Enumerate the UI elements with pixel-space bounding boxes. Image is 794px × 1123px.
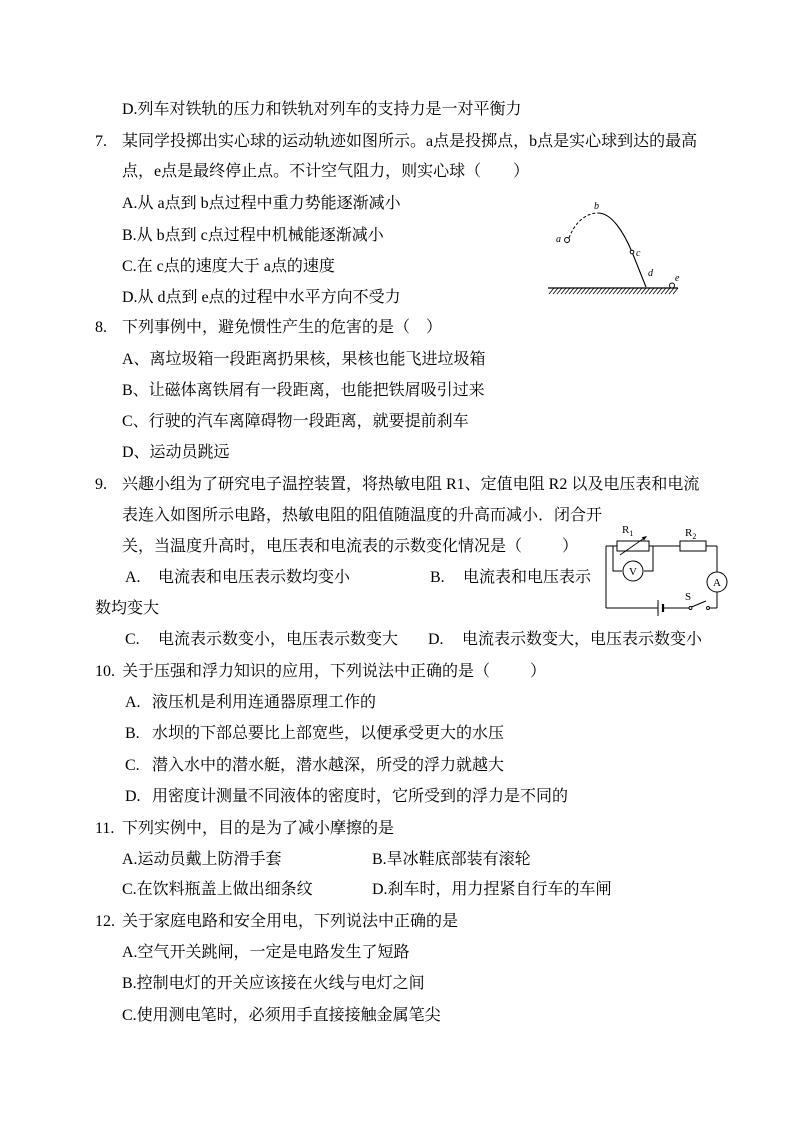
q8-option-d: D、运动员跳远 bbox=[122, 444, 230, 461]
switch-blade bbox=[692, 601, 707, 607]
q10-option-a-letter: A. bbox=[125, 694, 141, 711]
point-a-marker bbox=[565, 238, 570, 243]
q10-option-b-text: 水坝的下部总要比上部宽些，以便承受更大的水压 bbox=[152, 725, 505, 742]
q10-number: 10. bbox=[95, 663, 115, 680]
ground-hatching bbox=[549, 288, 678, 294]
q9-option-a-letter: A. bbox=[125, 569, 141, 586]
label-e: e bbox=[675, 273, 680, 284]
q11-option-b: B.旱冰鞋底部装有滚轮 bbox=[372, 851, 531, 868]
q10-option-b-letter: B. bbox=[125, 725, 140, 742]
q9-option-b-text: 电流表和电压表示 bbox=[463, 569, 592, 586]
q11-option-d: D.刹车时，用力捏紧自行车的车闸 bbox=[372, 881, 612, 898]
q10-stem: 关于压强和浮力知识的应用，下列说法中正确的是（ ） bbox=[122, 663, 547, 680]
q7-option-c: C.在 c点的速度大于 a点的速度 bbox=[122, 258, 335, 275]
q9-option-c-letter: C. bbox=[125, 631, 140, 648]
circuit-diagram bbox=[600, 520, 735, 620]
q9-number: 9. bbox=[95, 476, 107, 493]
q12-option-a: A.空气开关跳闸，一定是电路发生了短路 bbox=[122, 944, 410, 961]
q10-option-a-text: 液压机是利用连通器原理工作的 bbox=[152, 694, 377, 711]
q12-stem: 关于家庭电路和安全用电，下列说法中正确的是 bbox=[122, 913, 459, 930]
q10-option-c-letter: C. bbox=[125, 757, 140, 774]
q9-stem-line-3: 关，当温度升高时，电压表和电流表的示数变化情况是（ ） bbox=[122, 538, 579, 555]
switch-label: S bbox=[685, 591, 692, 603]
q9-stem-line-1: 兴趣小组为了研究电子温控装置，将热敏电阻 R1、定值电阻 R2 以及电压表和电流 bbox=[122, 476, 700, 493]
q7-number: 7. bbox=[95, 133, 107, 150]
label-r1-subscript: 1 bbox=[629, 529, 634, 538]
switch-terminal-right bbox=[707, 607, 710, 610]
q8-option-a: A、离垃圾箱一段距离扔果核，果核也能飞进垃圾箱 bbox=[122, 351, 486, 368]
label-b: b bbox=[594, 201, 599, 212]
q7-stem-line-2: 点，e点是最终停止点。不计空气阻力，则实心球（ ） bbox=[122, 163, 530, 180]
q9-option-d-letter: D. bbox=[428, 631, 444, 648]
q8-option-b: B、让磁体离铁屑有一段距离，也能把铁屑吸引过来 bbox=[122, 382, 485, 399]
q10-option-d-letter: D. bbox=[125, 788, 141, 805]
q8-stem: 下列事例中，避免惯性产生的危害的是（ ） bbox=[122, 319, 443, 336]
voltmeter-label: V bbox=[629, 566, 637, 578]
label-r1 bbox=[622, 524, 633, 538]
q6-option-d: D.列车对铁轨的压力和铁轨对列车的支持力是一对平衡力 bbox=[122, 101, 522, 118]
rising-dashed-path bbox=[569, 213, 598, 238]
ball-at-e bbox=[670, 283, 675, 288]
q12-option-c: C.使用测电笔时，必须用手直接接触金属笔尖 bbox=[122, 1007, 441, 1024]
q11-option-a: A.运动员戴上防滑手套 bbox=[122, 851, 282, 868]
q9-option-d-text: 电流表示数变大，电压表示数变小 bbox=[462, 631, 703, 648]
label-d: d bbox=[648, 268, 653, 279]
point-c-marker bbox=[630, 250, 634, 254]
thermistor-arrowhead bbox=[642, 536, 647, 541]
label-r2 bbox=[685, 527, 696, 541]
q11-option-c: C.在饮料瓶盖上做出细条纹 bbox=[122, 881, 313, 898]
label-r2-letter: R bbox=[685, 527, 693, 539]
q8-number: 8. bbox=[95, 319, 107, 336]
q7-option-b: B.从 b点到 c点过程中机械能逐渐减小 bbox=[122, 227, 384, 244]
q9-option-c-text: 电流表示数变小，电压表示数变大 bbox=[158, 631, 399, 648]
q11-stem: 下列实例中，目的是为了减小摩擦的是 bbox=[122, 820, 395, 837]
label-r2-subscript: 2 bbox=[692, 532, 697, 541]
q7-option-d: D.从 d点到 e点的过程中水平方向不受力 bbox=[122, 289, 401, 306]
label-c: c bbox=[636, 248, 641, 259]
q10-option-d-text: 用密度计测量不同液体的密度时，它所受到的浮力是不同的 bbox=[152, 788, 569, 805]
label-r1-letter: R bbox=[622, 524, 630, 536]
q11-number: 11. bbox=[95, 820, 115, 837]
q12-number: 12. bbox=[95, 913, 115, 930]
q12-option-b: B.控制电灯的开关应该接在火线与电灯之间 bbox=[122, 975, 425, 992]
q9-option-b-continuation: 数均变大 bbox=[95, 600, 160, 617]
q9-option-a-text: 电流表和电压表示数均变小 bbox=[158, 569, 351, 586]
ammeter-label: A bbox=[713, 577, 721, 589]
resistor-r2 bbox=[680, 541, 706, 551]
q9-option-b-letter: B. bbox=[430, 569, 445, 586]
q9-stem-line-2: 表连入如图所示电路，热敏电阻的阻值随温度的升高而减小．闭合开 bbox=[122, 507, 603, 524]
q7-option-a: A.从 a点到 b点过程中重力势能逐渐减小 bbox=[122, 195, 401, 212]
q7-stem-line-1: 某同学投掷出实心球的运动轨迹如图所示。a点是投掷点，b点是实心球到达的最高 bbox=[122, 133, 698, 150]
trajectory-figure bbox=[545, 195, 685, 300]
q10-option-c-text: 潜入水中的潜水艇，潜水越深，所受的浮力就越大 bbox=[152, 757, 505, 774]
q8-option-c: C、行驶的汽车离障碍物一段距离，就要提前刹车 bbox=[122, 413, 469, 430]
label-a: a bbox=[556, 234, 561, 245]
